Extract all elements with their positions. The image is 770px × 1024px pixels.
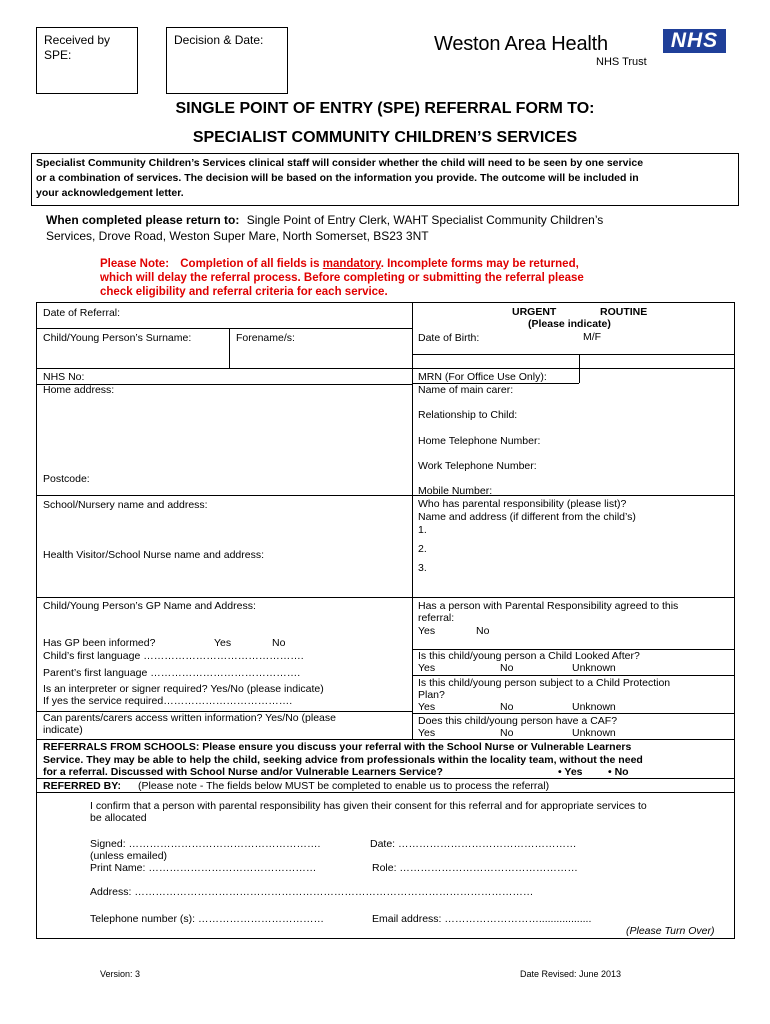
cpp-yes[interactable]: Yes (418, 701, 436, 713)
schools-line-1: REFERRALS FROM SCHOOLS: Please ensure you discuss your referral with the School Nurse or Vulnerable Learners (43, 741, 632, 753)
gp-informed-yes[interactable]: Yes (214, 637, 232, 649)
print-name-field[interactable]: Print Name: ………………………………………… (90, 862, 317, 874)
referred-by-note: (Please note - The fields below MUST be completed to enable us to process the referral) (138, 780, 550, 792)
cla-no[interactable]: No (500, 662, 514, 674)
version-label: Version: 3 (100, 969, 141, 979)
health-visitor-label: Health Visitor/School Nurse name and address: (43, 549, 265, 561)
schools-yes[interactable]: • Yes (558, 766, 583, 778)
school-address-label: School/Nursery name and address: (43, 499, 208, 511)
gp-informed-label: Has GP been informed? (43, 637, 156, 649)
caf-question: Does this child/young person have a CAF? (418, 715, 618, 727)
parent-first-language[interactable]: Parent’s first language ……………………………………. (43, 667, 301, 679)
intro-line-1: Specialist Community Children’s Services clinical staff will consider whether the child will need to be seen by one service (36, 157, 644, 169)
pr-agreed-yes[interactable]: Yes (418, 625, 436, 637)
intro-line-2: or a combination of services. The decision will be based on the information you provide. The outcome will be included in (36, 172, 639, 184)
mobile-label: Mobile Number: (418, 485, 493, 497)
routine-option[interactable]: ROUTINE (600, 306, 648, 318)
nhs-trust: NHS Trust (596, 56, 647, 68)
name-address-different-label: Name and address (if different from the child’s) (418, 511, 636, 523)
main-carer-label: Name of main carer: (418, 384, 514, 396)
consent-line-1: I confirm that a person with parental responsibility has given their consent for this referral and for appropriate services to (90, 800, 647, 812)
cpp-question-line-1: Is this child/young person subject to a Child Protection (418, 677, 671, 689)
gp-informed-no[interactable]: No (272, 637, 286, 649)
cpp-question-line-2: Plan? (418, 689, 445, 701)
intro-line-3: your acknowledgement letter. (36, 187, 184, 199)
postcode-label: Postcode: (43, 473, 90, 485)
signed-field[interactable]: Signed: ………………………………………………. (90, 838, 321, 850)
caf-unknown[interactable]: Unknown (572, 727, 616, 739)
note-mandatory: mandatory (322, 258, 381, 270)
page-title: SINGLE POINT OF ENTRY (SPE) REFERRAL FORM TO: (175, 100, 595, 117)
schools-line-2: Service. They may be able to help the child, seeking advice from professionals within the locality team, without the need (43, 754, 643, 766)
cpp-no[interactable]: No (500, 701, 514, 713)
work-telephone-label: Work Telephone Number: (418, 460, 537, 472)
pr-agreed-line-2: referral: (418, 612, 455, 624)
schools-line-3: for a referral. Discussed with School Nurse and/or Vulnerable Learners Service? (43, 766, 443, 778)
cla-unknown[interactable]: Unknown (572, 662, 616, 674)
cla-yes[interactable]: Yes (418, 662, 436, 674)
pr-agreed-no[interactable]: No (476, 625, 490, 637)
nhs-number-label: NHS No: (43, 371, 85, 383)
note-line-2: which will delay the referral process. Before completing or submitting the referral please (100, 272, 584, 284)
address-field[interactable]: Address: …………………………………………………………………………………………………… (90, 886, 534, 898)
role-field[interactable]: Role: …………………………………………… (372, 862, 578, 874)
email-field[interactable]: Email address: ……………………….................. (372, 913, 592, 925)
forename-label: Forename/s: (236, 332, 295, 344)
date-of-referral-label: Date of Referral: (43, 307, 121, 319)
schools-no-label: No (614, 766, 629, 778)
gp-label: Child/Young Person’s GP Name and Address: (43, 600, 256, 612)
pr-item-3: 3. (418, 562, 427, 574)
note-text-2: . Incomplete forms may be returned, (380, 258, 579, 270)
decision-date-label: Decision & Date: (174, 33, 264, 47)
mrn-label: MRN (For Office Use Only): (418, 371, 547, 383)
referred-by-label: REFERRED BY: (43, 780, 121, 792)
note-line-1 (100, 257, 579, 271)
surname-label: Child/Young Person’s Surname: (43, 332, 192, 344)
note-label: Please Note: (100, 258, 170, 270)
return-line-1 (46, 213, 603, 228)
cla-question: Is this child/young person a Child Looked After? (418, 650, 640, 662)
caf-yes[interactable]: Yes (418, 727, 436, 739)
cpp-unknown[interactable]: Unknown (572, 701, 616, 713)
home-address-label: Home address: (43, 384, 115, 396)
please-turn-over: (Please Turn Over) (626, 925, 715, 937)
consent-line-2: be allocated (90, 812, 147, 824)
return-address-2: Services, Drove Road, Weston Super Mare, North Somerset, BS23 3NT (46, 229, 429, 243)
interpreter-line-1[interactable]: Is an interpreter or signer required? Yes/No (please indicate) (43, 683, 324, 695)
interpreter-line-2[interactable]: If yes the service required………………………………. (43, 695, 293, 707)
date-revised-label: Date Revised: June 2013 (520, 969, 622, 979)
nhs-logo: NHS (663, 29, 726, 53)
home-telephone-label: Home Telephone Number: (418, 435, 541, 447)
written-info-line-1[interactable]: Can parents/carers access written information? Yes/No (please (43, 712, 336, 724)
written-info-line-2: indicate) (43, 724, 83, 736)
return-label: When completed please return to: (46, 213, 240, 227)
pr-item-2: 2. (418, 543, 427, 555)
parental-responsibility-label: Who has parental responsibility (please list)? (418, 498, 627, 510)
received-by-label: Received by SPE: (44, 33, 111, 62)
pr-agreed-line-1: Has a person with Parental Responsibility agreed to this (418, 600, 679, 612)
note-line-3: check eligibility and referral criteria for each service. (100, 286, 388, 298)
schools-no[interactable]: • No (608, 766, 629, 778)
telephone-field[interactable]: Telephone number (s): ……………………………… (90, 913, 324, 925)
sex-label: M/F (583, 331, 602, 343)
received-by-box[interactable] (36, 27, 138, 94)
page-subtitle: SPECIALIST COMMUNITY CHILDREN’S SERVICES (192, 129, 578, 146)
intro-box (31, 153, 739, 206)
return-address-1: Single Point of Entry Clerk, WAHT Specialist Community Children’s (246, 213, 604, 227)
caf-no[interactable]: No (500, 727, 514, 739)
note-text-1: Completion of all fields is (180, 258, 320, 270)
dob-label: Date of Birth: (418, 332, 480, 344)
please-indicate-label: (Please indicate) (528, 318, 611, 330)
relationship-label: Relationship to Child: (418, 409, 518, 421)
schools-yes-label: Yes (564, 766, 583, 778)
pr-item-1: 1. (418, 524, 427, 536)
child-first-language[interactable]: Child’s first language ………………………………………. (43, 650, 304, 662)
urgent-option[interactable]: URGENT (512, 306, 557, 318)
decision-date-box[interactable] (166, 27, 288, 94)
org-name: Weston Area Health (434, 33, 608, 55)
unless-emailed-label: (unless emailed) (90, 850, 168, 862)
date-field[interactable]: Date: …………………………………………… (370, 838, 577, 850)
